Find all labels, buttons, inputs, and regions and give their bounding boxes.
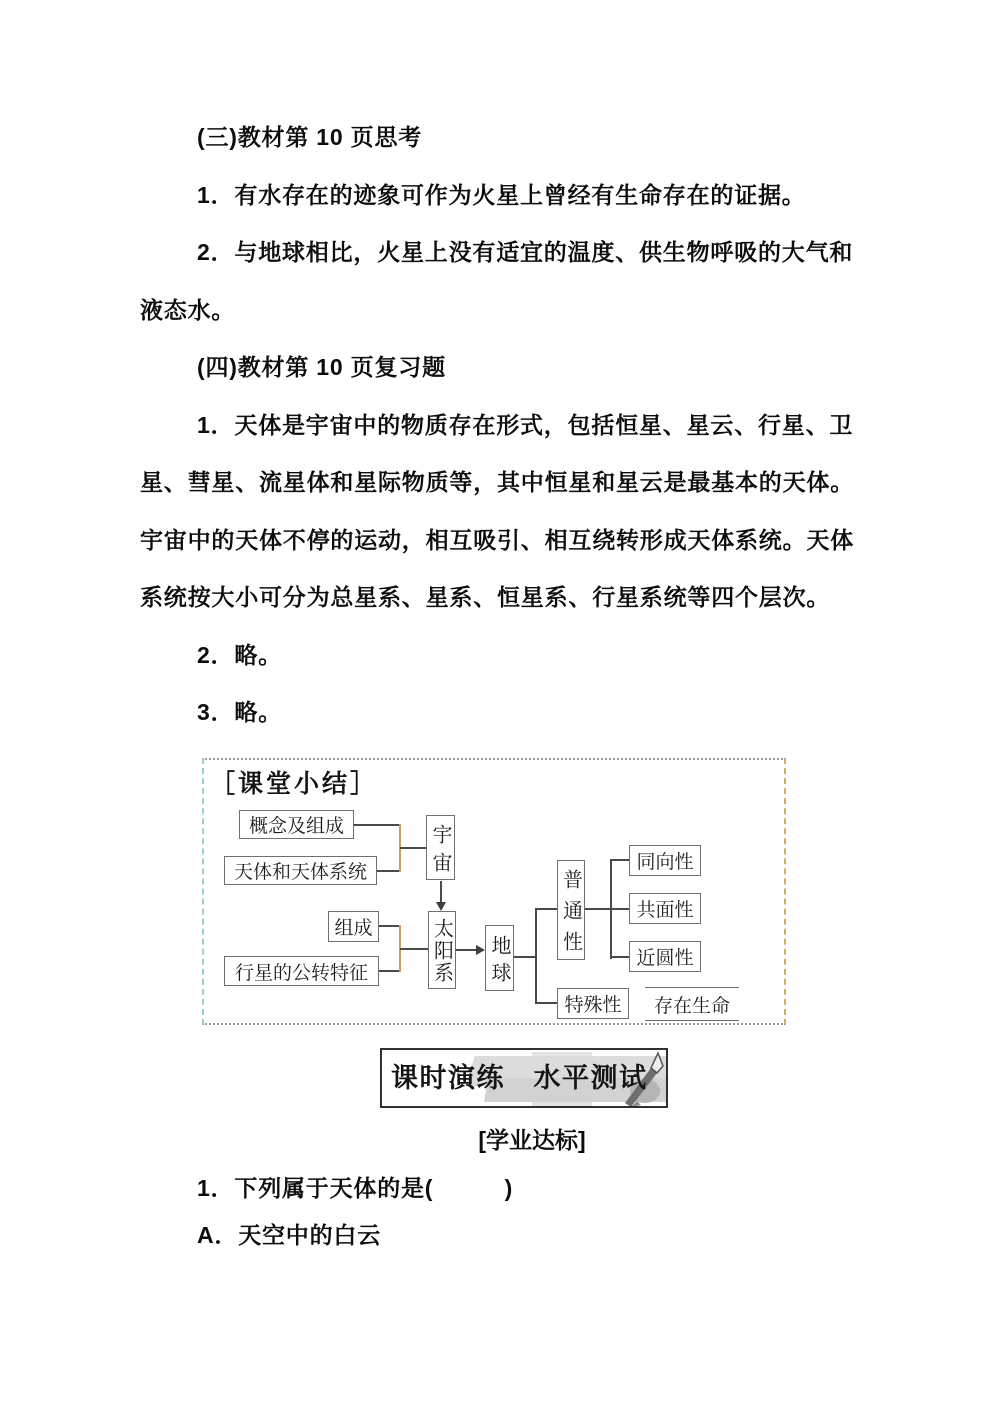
node-orbit-features: 行星的公转特征 bbox=[224, 956, 379, 986]
summary-diagram bbox=[202, 758, 786, 1025]
question-1-option-a: A．天空中的白云 bbox=[197, 1222, 382, 1248]
text-line: 系统按大小可分为总星系、星系、恒星系、行星系统等四个层次。 bbox=[140, 584, 831, 610]
question-1: 1．下列属于天体的是( ) bbox=[197, 1175, 514, 1201]
connector bbox=[535, 1002, 557, 1004]
text-line: 星、彗星、流星体和星际物质等，其中恒星和星云是最基本的天体。 bbox=[140, 469, 854, 495]
node-life-exists: 存在生命 bbox=[645, 987, 739, 1021]
text-line: 1．天体是宇宙中的物质存在形式，包括恒星、星云、行星、卫 bbox=[197, 411, 854, 438]
node-commonness: 普通性 bbox=[557, 860, 585, 960]
connector bbox=[514, 956, 535, 958]
exercise-banner bbox=[380, 1048, 668, 1108]
node-solar-system: 太阳系 bbox=[428, 911, 456, 989]
summary-title: ［课堂小结］ bbox=[210, 770, 379, 798]
connector bbox=[400, 847, 426, 849]
text-line: 2．与地球相比，火星上没有适宜的温度、供生物呼吸的大气和 bbox=[197, 239, 854, 265]
node-universe: 宇宙 bbox=[426, 815, 455, 880]
connector bbox=[440, 881, 442, 903]
connector bbox=[585, 908, 610, 910]
achievement-label: [学业达标] bbox=[478, 1127, 586, 1153]
banner-label: 课时演练 水平测试 bbox=[391, 1063, 648, 1093]
connector bbox=[400, 948, 428, 950]
node-earth: 地球 bbox=[485, 925, 514, 991]
connector bbox=[379, 970, 400, 972]
connector-branch bbox=[535, 908, 537, 1004]
node-bodies-systems: 天体和天体系统 bbox=[224, 856, 377, 885]
text-line: 宇宙中的天体不停的运动，相互吸引、相互绕转形成天体系统。天体 bbox=[140, 526, 854, 553]
connector bbox=[610, 908, 629, 910]
arrow-right-icon bbox=[476, 945, 485, 955]
connector bbox=[377, 870, 400, 872]
text-line: 2．略。 bbox=[197, 641, 282, 668]
text-line: 液态水。 bbox=[140, 296, 236, 323]
node-concept: 概念及组成 bbox=[239, 810, 354, 839]
node-same-direction: 同向性 bbox=[629, 845, 701, 876]
section-heading: (四)教材第 10 页复习题 bbox=[197, 354, 446, 380]
connector bbox=[610, 859, 629, 861]
node-specialness: 特殊性 bbox=[557, 988, 629, 1019]
connector bbox=[379, 925, 400, 927]
node-near-circular: 近圆性 bbox=[629, 941, 701, 972]
connector bbox=[354, 824, 400, 826]
arrow-down-icon bbox=[436, 902, 446, 911]
answers-text-block bbox=[140, 109, 866, 742]
connector bbox=[610, 956, 629, 958]
text-line: 3．略。 bbox=[197, 699, 282, 725]
node-composition: 组成 bbox=[328, 911, 379, 942]
section-heading: (三)教材第 10 页思考 bbox=[197, 124, 423, 150]
connector bbox=[535, 908, 557, 910]
text-line: 1．有水存在的迹象可作为火星上曾经有生命存在的证据。 bbox=[197, 181, 806, 208]
node-coplanarity: 共面性 bbox=[629, 893, 701, 924]
connector bbox=[456, 949, 478, 951]
